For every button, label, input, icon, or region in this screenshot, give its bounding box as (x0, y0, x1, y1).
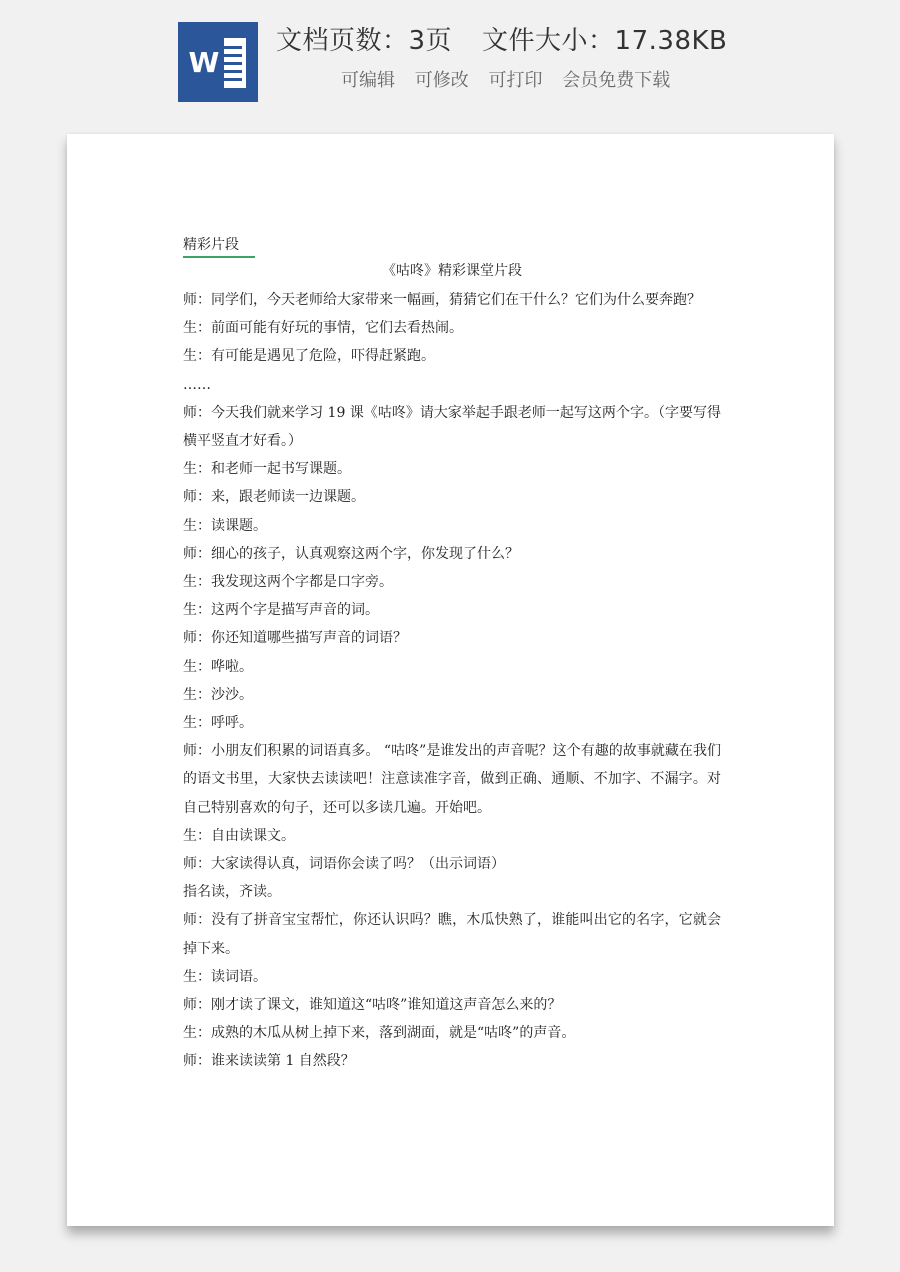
paragraph: 师：小朋友们积累的词语真多。 “咕咚”是谁发出的声音呢？这个有趣的故事就藏在我们的语文书里，大家快去读读吧！注意读准字音，做到正确、通顺、不加字、不漏字。对自己特别喜欢的句子，还可以多读几遍。开始吧。 (183, 743, 721, 816)
paragraph: 师：同学们，今天老师给大家带来一幅画，猜猜它们在干什么？它们为什么要奔跑？ (183, 292, 701, 308)
paragraph: 生：读课题。 (183, 517, 267, 534)
paragraph: 师：大家读得认真，词语你会读了吗？（出示词语） (183, 856, 505, 873)
file-size: 文件大小：17.38KB (482, 26, 728, 56)
paragraph: 师：刚才读了课文，谁知道这“咕咚”谁知道这声音怎么来的？ (183, 997, 562, 1014)
paragraph: 生：我发现这两个字都是口字旁。 (183, 574, 393, 591)
document-title: 《咕咚》精彩课堂片段 (382, 263, 522, 279)
word-icon-letter: W (184, 38, 224, 88)
header-banner (0, 0, 900, 120)
paragraph: 师：谁来读读第 1 自然段？ (183, 1053, 355, 1070)
page-count: 文档页数：3页 (276, 26, 453, 56)
paragraph: 师：细心的孩子，认真观察这两个字，你发现了什么？ (183, 545, 519, 562)
paragraph: 生：自由读课文。 (183, 827, 295, 844)
paragraph: 生：哗啦。 (183, 658, 253, 675)
feature-editable: 可编辑 (341, 70, 395, 91)
paragraph: 生：读词语。 (183, 968, 267, 985)
paragraph: 生：沙沙。 (183, 686, 253, 703)
paragraph: 生：有可能是遇见了危险，吓得赶紧跑。 (183, 348, 435, 365)
paragraph: 师：你还知道哪些描写声音的词语？ (183, 630, 407, 647)
feature-printable: 可打印 (488, 70, 543, 91)
paragraph: 生：这两个字是描写声音的词。 (183, 602, 379, 619)
file-info (276, 20, 727, 57)
paragraph: …… (183, 376, 211, 393)
paragraph: 生：前面可能有好玩的事情，它们去看热闹。 (183, 320, 463, 337)
paragraph: 生：和老师一起书写课题。 (183, 461, 351, 478)
paragraph: 师：没有了拼音宝宝帮忙，你还认识吗？瞧，木瓜快熟了，谁能叫出它的名字，它就会掉下来。 (183, 912, 721, 957)
paragraph-list (183, 286, 721, 1076)
section-heading: 精彩片段 (183, 232, 255, 258)
paragraph: 生：呼呼。 (183, 715, 253, 732)
feature-free-download: 会员免费下载 (562, 70, 671, 91)
feature-modifiable: 可修改 (414, 70, 469, 91)
paragraph: 指名读，齐读。 (183, 884, 281, 901)
paragraph: 生：成熟的木瓜从树上掉下来，落到湖面，就是“咕咚”的声音。 (183, 1025, 576, 1042)
document-page (67, 134, 834, 1226)
document-content (183, 232, 721, 1076)
feature-list (341, 66, 678, 92)
word-icon (178, 22, 258, 102)
paragraph: 师：今天我们就来学习 19 课《咕咚》请大家举起手跟老师一起写这两个字。（字要写得横平竖直才好看。） (183, 404, 721, 450)
paragraph: 师：来，跟老师读一边课题。 (183, 489, 365, 506)
